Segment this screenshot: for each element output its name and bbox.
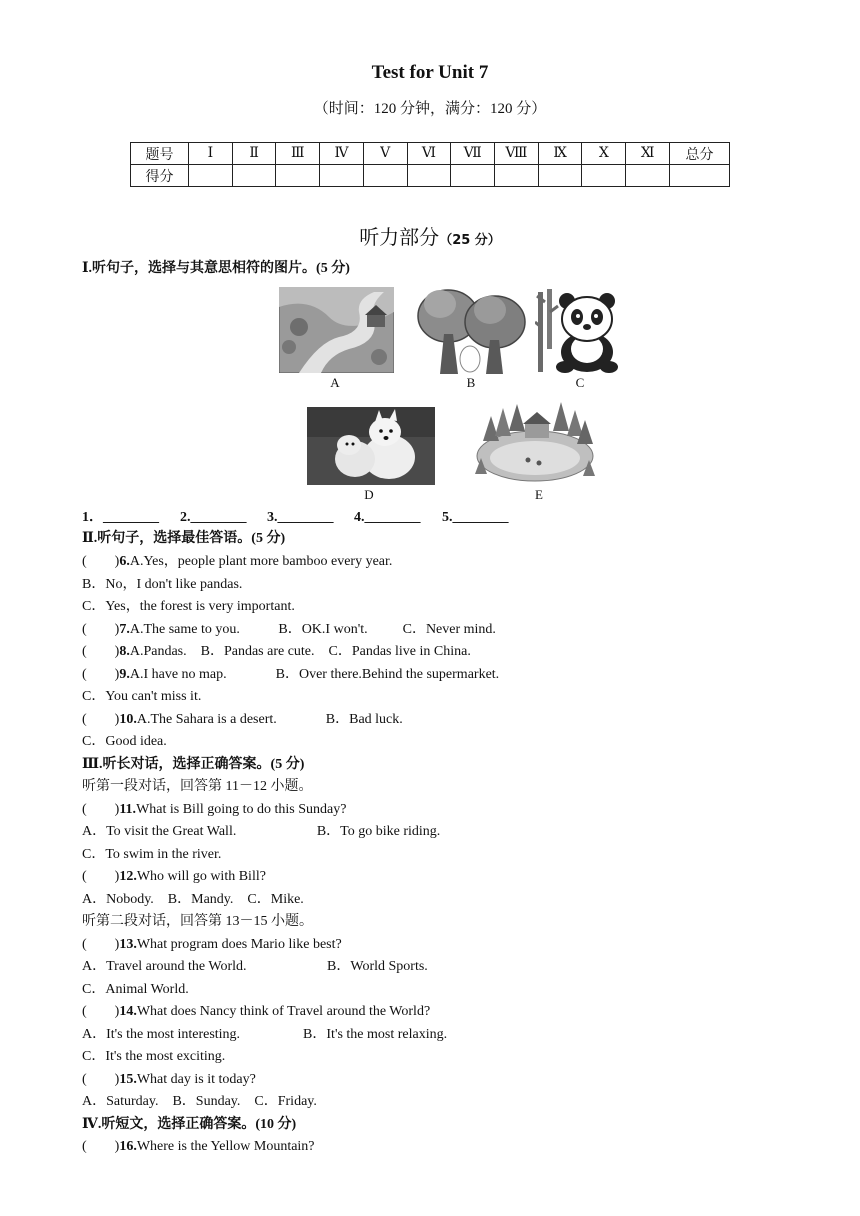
option-line: B．No，I don't like pandas. [82, 577, 243, 592]
listening-points: （25 分） [439, 233, 501, 248]
listening-title-text: 听力部分 [359, 225, 440, 249]
question-text: A.The same to you. B．OK.I won't. C．Never mind. [129, 622, 496, 637]
score-input-cell[interactable] [626, 165, 670, 187]
question-number: 14. [119, 1004, 137, 1019]
listening-section-title [0, 221, 860, 250]
question-number: 8. [119, 644, 130, 659]
answer-paren[interactable]: ( ) [82, 869, 120, 884]
panda-image [535, 287, 620, 373]
question-line [82, 1138, 315, 1156]
question-text: What day is it today? [136, 1072, 256, 1087]
answer-paren[interactable]: ( ) [82, 554, 120, 569]
score-input-cell[interactable] [363, 165, 407, 187]
option-line: C．Animal World. [82, 982, 189, 997]
score-cell: 题号 [131, 143, 189, 165]
score-input-cell[interactable] [538, 165, 582, 187]
score-input-cell[interactable] [495, 165, 539, 187]
score-cell: Ⅲ [276, 143, 320, 165]
answer-blank-3[interactable]: 3.________ [267, 510, 334, 525]
score-table [130, 142, 730, 187]
page-title: Test for Unit 7 [371, 62, 489, 83]
question-number: 10. [119, 712, 137, 727]
question-text: Where is the Yellow Mountain? [136, 1139, 315, 1154]
lake-forest-image [473, 396, 598, 486]
instruction-line: 听第一段对话，回答第 11－12 小题。 [82, 779, 313, 794]
answer-paren[interactable]: ( ) [82, 667, 120, 682]
question-line [82, 868, 266, 886]
question-text: A.The Sahara is a desert. B．Bad luck. [136, 712, 403, 727]
picture-caption: C [575, 375, 585, 390]
score-cell: Ⅷ [495, 143, 539, 165]
score-cell: Ⅹ [582, 143, 626, 165]
score-table-score-row [131, 165, 730, 187]
question-line [82, 801, 346, 819]
option-line: A．Travel around the World. B．World Sports. [82, 959, 428, 974]
score-input-cell[interactable] [232, 165, 276, 187]
question-text: A.I have no map. B．Over there.Behind the supermarket. [129, 667, 500, 682]
score-input-cell[interactable] [451, 165, 495, 187]
answer-blank-4[interactable]: 4.________ [354, 510, 421, 525]
page-subtitle: （时间：120 分钟，满分：120 分） [313, 101, 547, 117]
question-line [82, 711, 403, 729]
option-line: C．You can't miss it. [82, 689, 202, 704]
question-number: 9. [119, 667, 130, 682]
score-cell: Ⅵ [407, 143, 451, 165]
part3-heading: Ⅲ.听长对话，选择正确答案。(5 分) [82, 757, 305, 772]
answer-paren[interactable]: ( ) [82, 802, 120, 817]
score-input-cell[interactable] [276, 165, 320, 187]
part4-heading: Ⅳ.听短文，选择正确答案。(10 分) [82, 1117, 297, 1132]
option-line: C．Yes，the forest is very important. [82, 599, 295, 614]
option-line: A．To visit the Great Wall. B．To go bike riding. [82, 824, 441, 839]
answer-paren[interactable]: ( ) [82, 644, 120, 659]
score-cell: Ⅺ [626, 143, 670, 165]
question-text: What program does Mario like best? [136, 937, 342, 952]
option-line: A．Saturday. B．Sunday. C．Friday. [82, 1094, 317, 1109]
answer-paren[interactable]: ( ) [82, 937, 120, 952]
question-number: 11. [119, 802, 137, 817]
question-line [82, 1003, 430, 1021]
answer-blank-5[interactable]: 5.________ [442, 510, 509, 525]
question-text: A.Yes，people plant more bamboo every year. [129, 554, 393, 569]
question-text: Who will go with Bill? [136, 869, 266, 884]
score-cell: Ⅱ [232, 143, 276, 165]
question-number: 16. [119, 1139, 137, 1154]
part2-heading: Ⅱ.听句子，选择最佳答语。(5 分) [82, 531, 286, 546]
question-number: 6. [119, 554, 130, 569]
picture-caption: D [364, 487, 374, 502]
score-input-cell[interactable] [582, 165, 626, 187]
picture-caption: E [535, 487, 543, 502]
question-line [82, 621, 496, 639]
question-line [82, 1071, 256, 1089]
question-line [82, 936, 342, 954]
answer-paren[interactable]: ( ) [82, 1139, 120, 1154]
score-input-cell[interactable] [320, 165, 364, 187]
answer-paren[interactable]: ( ) [82, 1004, 120, 1019]
question-number: 12. [119, 869, 137, 884]
option-line: A．Nobody. B．Mandy. C．Mike. [82, 892, 304, 907]
question-number: 13. [119, 937, 137, 952]
score-cell: Ⅶ [451, 143, 495, 165]
question-text: What does Nancy think of Travel around the World? [136, 1004, 431, 1019]
answer-paren[interactable]: ( ) [82, 712, 120, 727]
score-cell: Ⅸ [538, 143, 582, 165]
score-input-cell[interactable] [407, 165, 451, 187]
option-line: C．To swim in the river. [82, 847, 222, 862]
question-line [82, 553, 392, 571]
answer-paren[interactable]: ( ) [82, 622, 120, 637]
question-text: What is Bill going to do this Sunday? [136, 802, 347, 817]
score-table-header-row [131, 143, 730, 165]
question-number: 15. [119, 1072, 137, 1087]
score-cell: 得分 [131, 165, 189, 187]
dogs-photo [307, 407, 435, 485]
question-number: 7. [119, 622, 130, 637]
instruction-line: 听第二段对话，回答第 13－15 小题。 [82, 914, 313, 929]
answer-blank-2[interactable]: 2.________ [180, 510, 247, 525]
score-input-cell[interactable] [670, 165, 730, 187]
question-line [82, 666, 499, 684]
option-line: A．It's the most interesting. B．It's the most relaxing. [82, 1027, 448, 1042]
picture-caption: B [466, 375, 476, 390]
trees-image [410, 284, 528, 376]
score-cell: Ⅳ [320, 143, 364, 165]
option-line: C．Good idea. [82, 734, 167, 749]
score-cell: 总分 [670, 143, 730, 165]
answer-paren[interactable]: ( ) [82, 1072, 120, 1087]
question-text: A.Pandas. B．Pandas are cute. C．Pandas live in China. [129, 644, 471, 659]
part1-heading: Ⅰ.听句子，选择与其意思相符的图片。(5 分) [82, 261, 350, 276]
question-line [82, 643, 471, 661]
score-input-cell[interactable] [189, 165, 233, 187]
option-line: C．It's the most exciting. [82, 1049, 226, 1064]
picture-caption: A [330, 375, 340, 390]
river-landscape-image [279, 287, 394, 373]
score-cell: Ⅴ [363, 143, 407, 165]
score-cell: Ⅰ [189, 143, 233, 165]
answer-blank-1[interactable]: 1．________ [82, 510, 159, 525]
